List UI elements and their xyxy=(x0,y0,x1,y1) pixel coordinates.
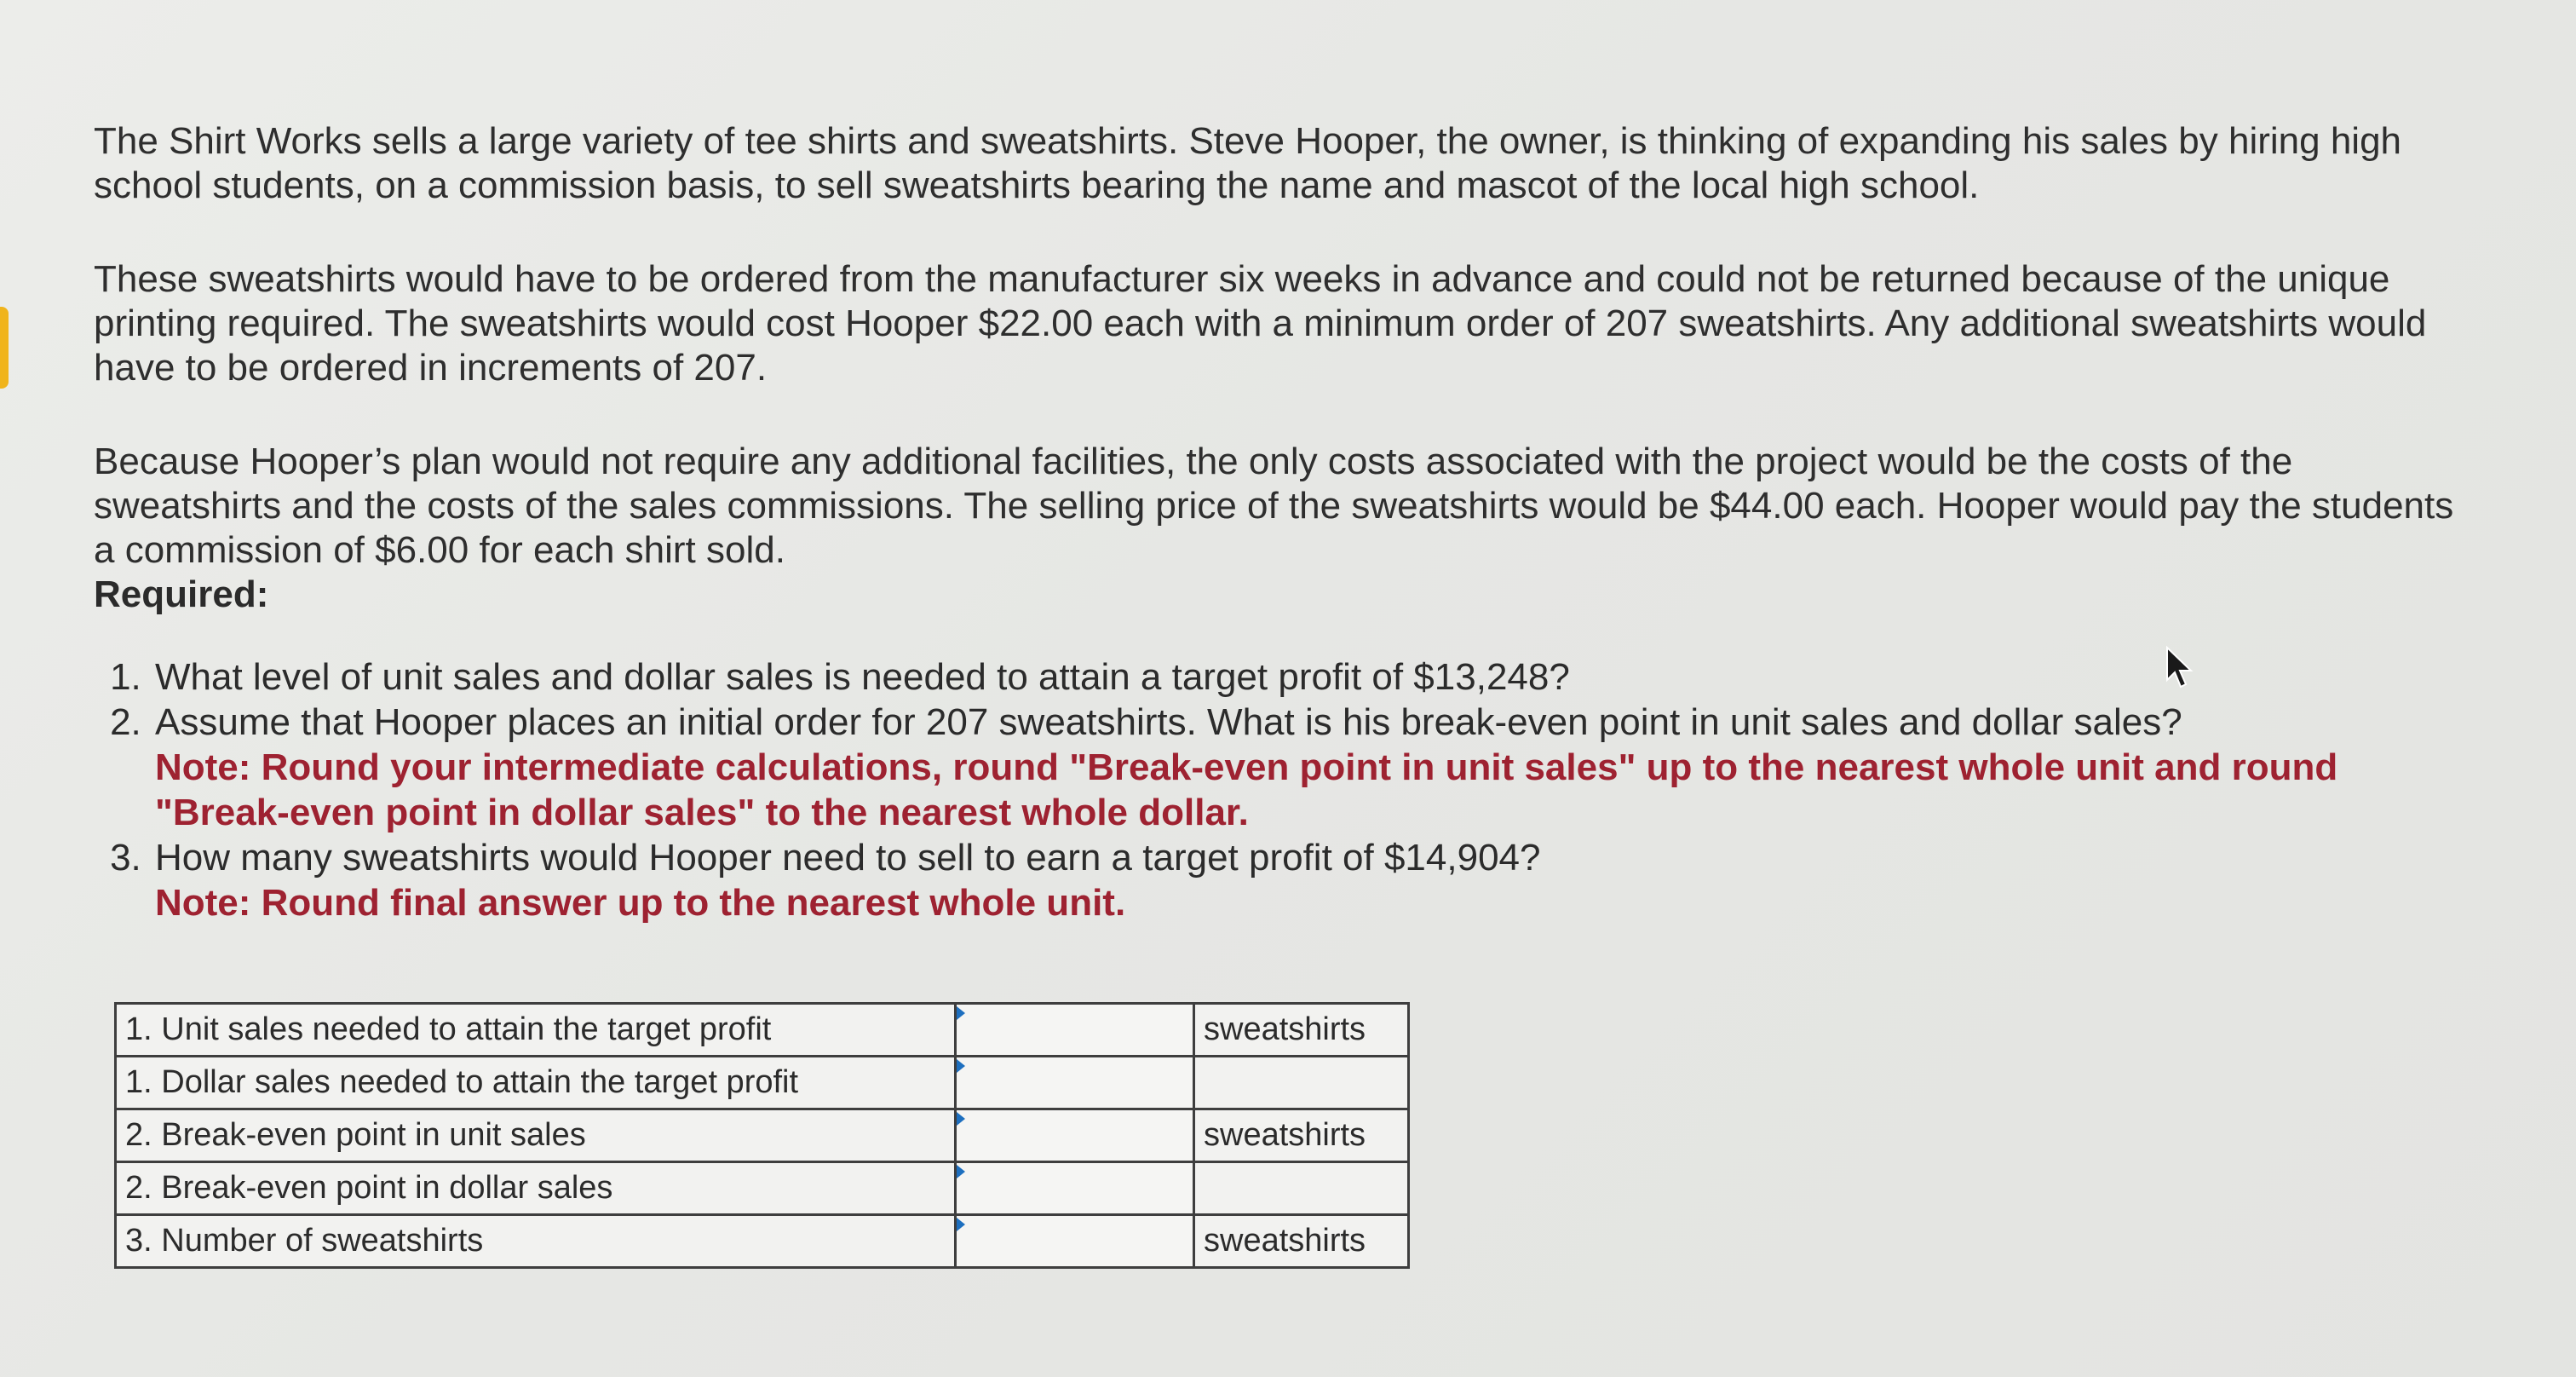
problem-paragraph-2: These sweatshirts would have to be ordered from the manufacturer six weeks in advance and could not be returned because of the unique printing required. The sweatshirts would cost Hooper $22.00 each with a minimum order of 207 sweatshirts. Any additional sweatshirts would have to be ordered in increments of 207. xyxy=(94,258,2427,389)
question-list xyxy=(94,654,2479,925)
problem-paragraph-1: The Shirt Works sells a large variety of tee shirts and sweatshirts. Steve Hooper, the owner, is thinking of expanding his sales by hiring high school students, on a commission basis, to sell sweatshirts bearing the name and mascot of the local high school. xyxy=(94,120,2402,206)
problem-content xyxy=(94,119,2479,925)
unit-label xyxy=(1194,1162,1409,1215)
dollar-sales-target-input[interactable] xyxy=(957,1058,1193,1108)
row-label: 1. Dollar sales needed to attain the target profit xyxy=(116,1057,956,1109)
question-text: What level of unit sales and dollar sales is needed to attain a target profit of $13,248? xyxy=(155,656,1570,698)
table-row xyxy=(116,1215,1409,1268)
question-item xyxy=(152,835,2479,925)
answer-cell[interactable] xyxy=(956,1057,1194,1109)
row-label: 2. Break-even point in dollar sales xyxy=(116,1162,956,1215)
table-row xyxy=(116,1057,1409,1109)
unit-label: sweatshirts xyxy=(1194,1004,1409,1057)
break-even-units-input[interactable] xyxy=(957,1111,1193,1161)
question-note: Note: Round final answer up to the nearest whole unit. xyxy=(155,882,1126,924)
question-text: How many sweatshirts would Hooper need to sell to earn a target profit of $14,904? xyxy=(155,837,1541,879)
row-label: 2. Break-even point in unit sales xyxy=(116,1109,956,1162)
row-label: 3. Number of sweatshirts xyxy=(116,1215,956,1268)
input-marker-icon xyxy=(957,1059,965,1073)
input-marker-icon xyxy=(957,1006,965,1020)
question-item xyxy=(152,654,2479,700)
answer-table xyxy=(114,1002,1410,1269)
sweatshirt-count-input[interactable] xyxy=(957,1217,1193,1266)
answer-cell[interactable] xyxy=(956,1162,1194,1215)
input-marker-icon xyxy=(957,1218,965,1231)
unit-label: sweatshirts xyxy=(1194,1215,1409,1268)
problem-paragraph-3: Because Hooper’s plan would not require any additional facilities, the only costs associated with the project would be the costs of the sweatshirts and the costs of the sales commissions. The selling price of the sweatshirts would be $44.00 each. Hooper would pay the students a commission of $6.00 for each shirt sold. xyxy=(94,441,2454,571)
side-tab-marker xyxy=(0,307,9,389)
table-row xyxy=(116,1004,1409,1057)
input-marker-icon xyxy=(957,1165,965,1178)
mouse-pointer-icon xyxy=(2164,646,2198,690)
answer-cell[interactable] xyxy=(956,1004,1194,1057)
table-row xyxy=(116,1162,1409,1215)
unit-sales-target-input[interactable] xyxy=(957,1005,1193,1055)
question-item xyxy=(152,700,2479,835)
break-even-dollars-input[interactable] xyxy=(957,1164,1193,1213)
input-marker-icon xyxy=(957,1112,965,1126)
question-note: Note: Round your intermediate calculations, round "Break-even point in unit sales" up to the nearest whole unit and round "Break-even point in dollar sales" to the nearest whole dollar. xyxy=(155,746,2338,833)
row-label: 1. Unit sales needed to attain the target profit xyxy=(116,1004,956,1057)
question-text: Assume that Hooper places an initial order for 207 sweatshirts. What is his break-even point in unit sales and dollar sales? xyxy=(155,701,2182,743)
answer-cell[interactable] xyxy=(956,1109,1194,1162)
table-row xyxy=(116,1109,1409,1162)
answer-cell[interactable] xyxy=(956,1215,1194,1268)
unit-label: sweatshirts xyxy=(1194,1109,1409,1162)
required-heading: Required: xyxy=(94,573,269,615)
unit-label xyxy=(1194,1057,1409,1109)
